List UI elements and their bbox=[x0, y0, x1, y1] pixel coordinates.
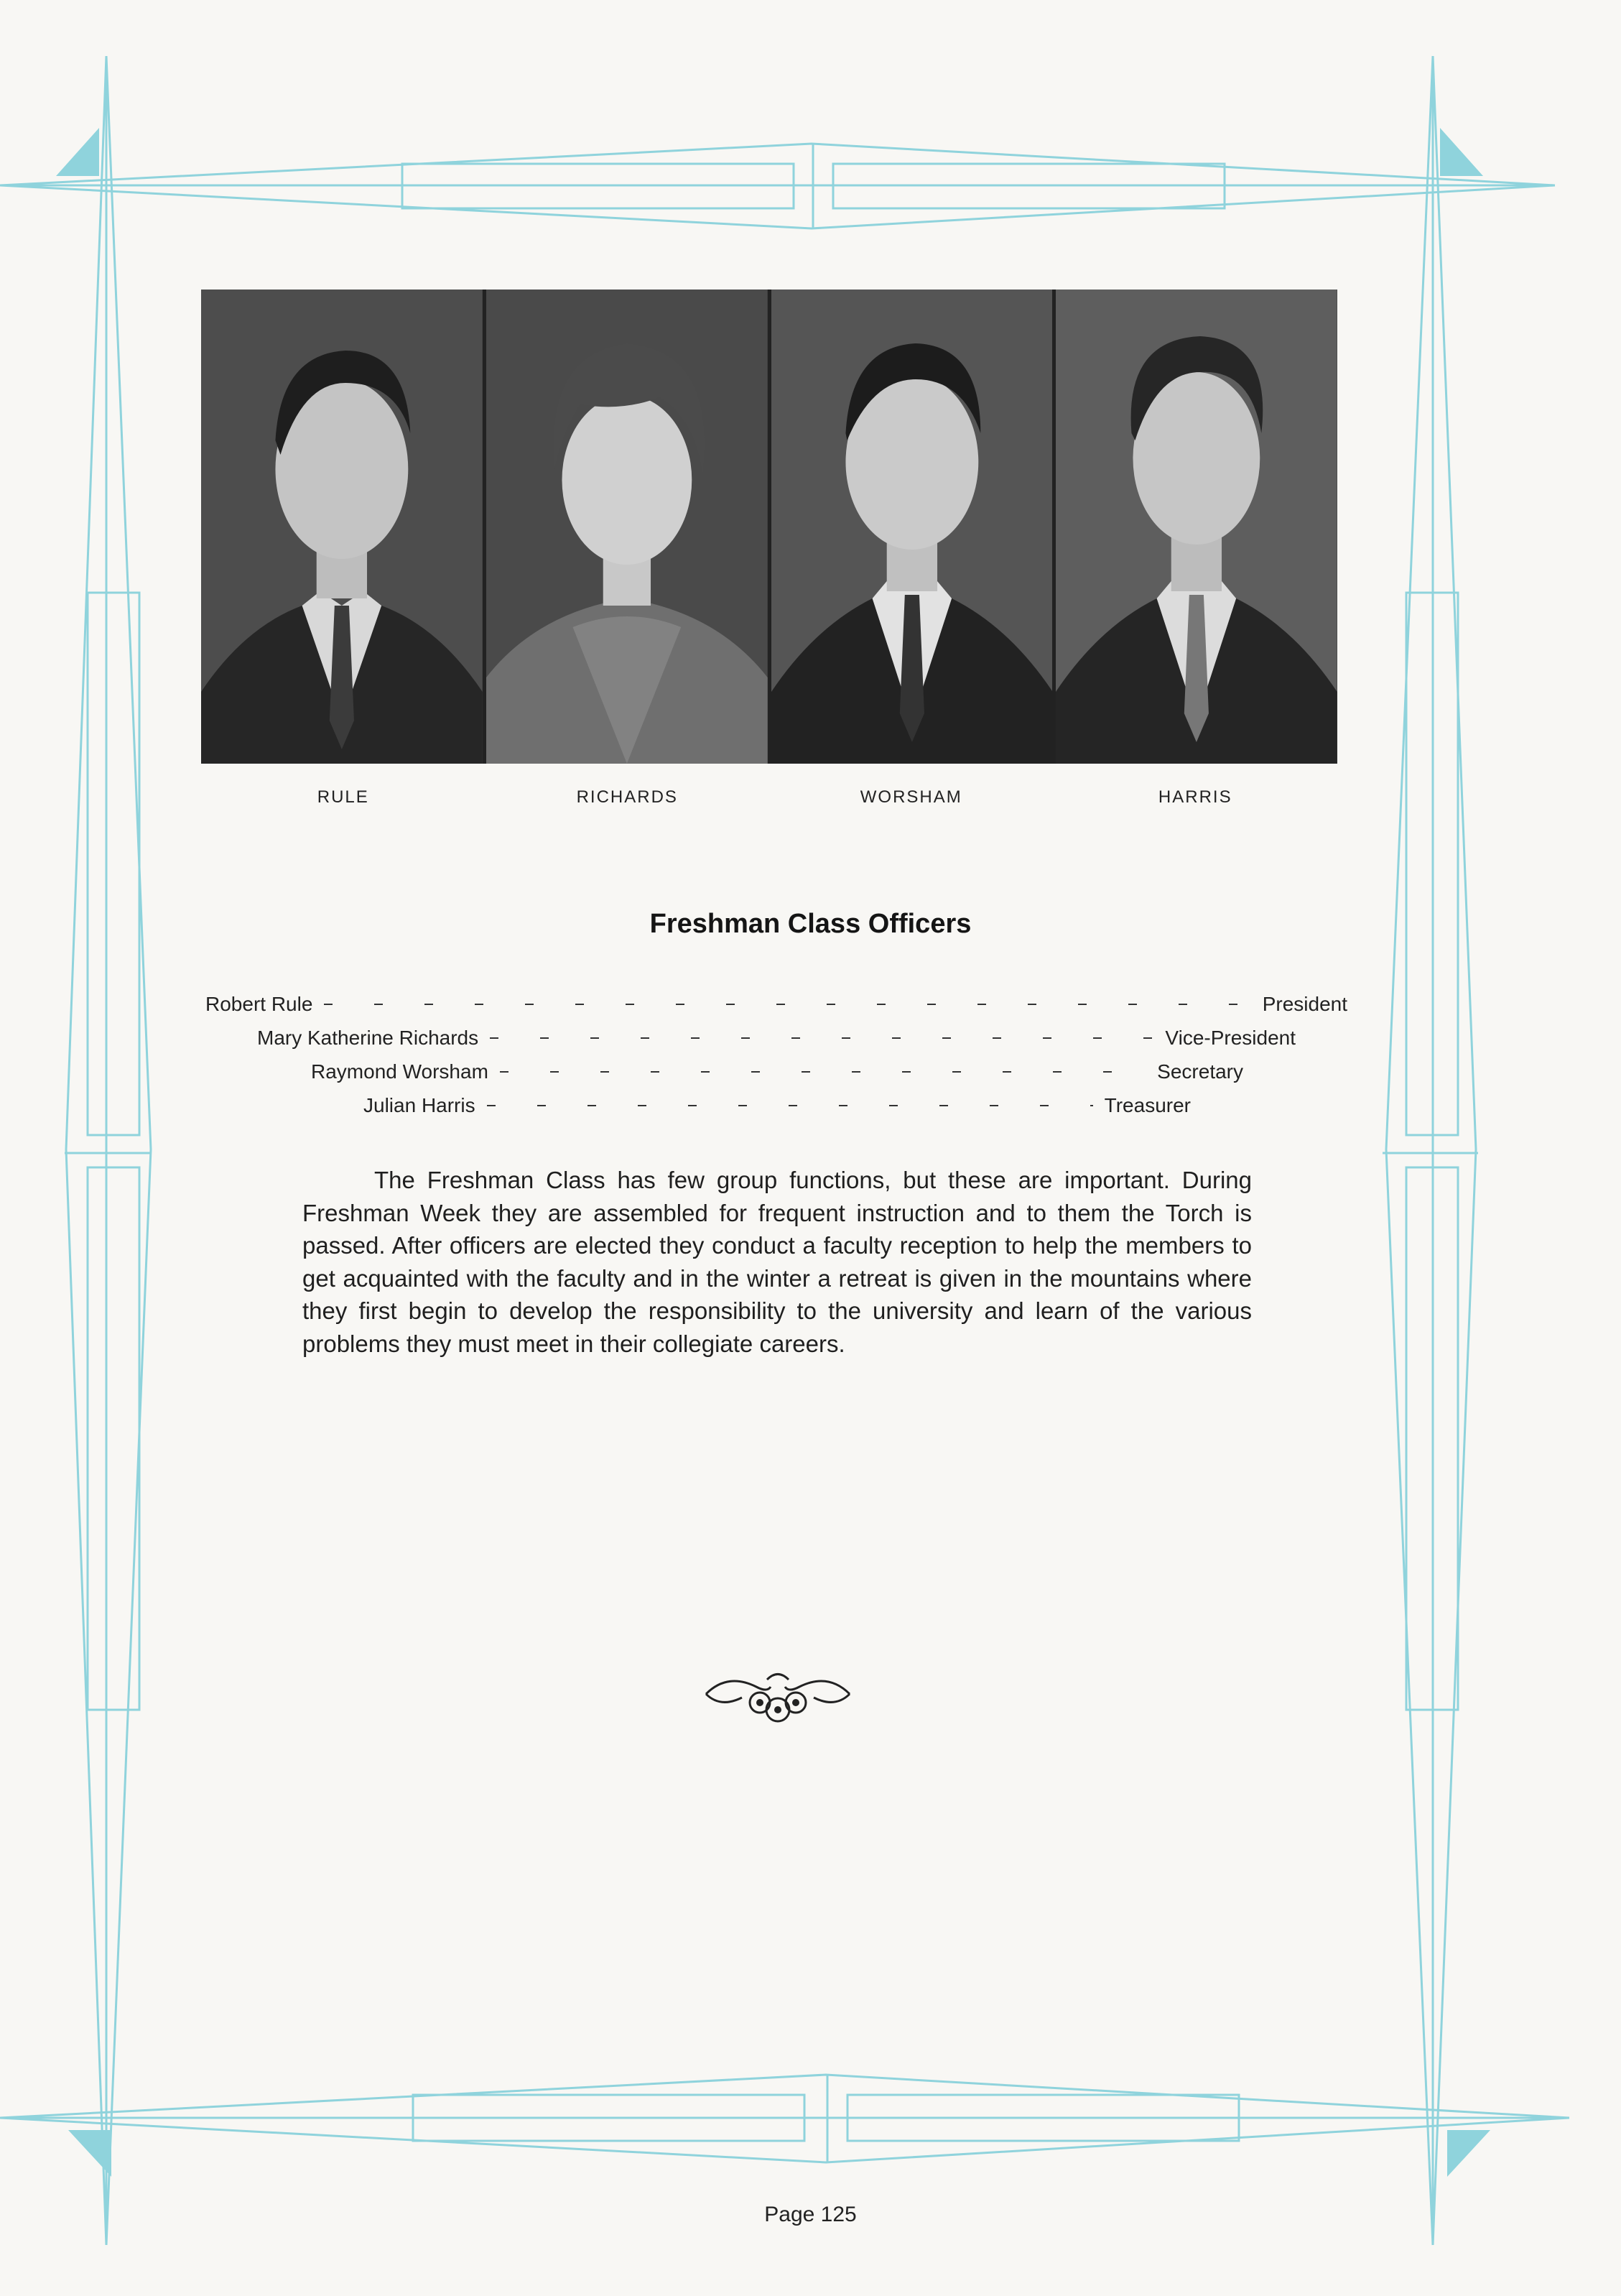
dot-leader bbox=[487, 1104, 1093, 1107]
page-title: Freshman Class Officers bbox=[649, 909, 972, 939]
officer-row-vice-president bbox=[257, 1024, 1296, 1052]
caption-harris: HARRIS bbox=[1158, 787, 1232, 807]
officer-name: Mary Katherine Richards bbox=[257, 1027, 479, 1049]
officer-role: President bbox=[1262, 993, 1347, 1015]
scroll-ornament-icon bbox=[699, 1665, 857, 1726]
portrait-richards bbox=[486, 290, 768, 764]
caption-rule: RULE bbox=[317, 787, 369, 807]
officer-row-treasurer bbox=[363, 1091, 1191, 1120]
officer-name: Julian Harris bbox=[363, 1094, 475, 1116]
officer-role: Vice-President bbox=[1165, 1027, 1296, 1049]
dot-leader bbox=[324, 1003, 1250, 1006]
description-text: The Freshman Class has few group functions, but these are important. During Freshman Week they are assembled for frequent instruction and to them the Torch is passed. After officers are elected they conduct a faculty reception to help the members to get acquainted with the faculty and in the winter a retreat is given in the mountains where they first begin to develop the responsibility to the university and learn of the various problems they must meet in their collegiate careers. bbox=[302, 1167, 1252, 1357]
officer-role: Treasurer bbox=[1104, 1094, 1191, 1116]
officer-name: Raymond Worsham bbox=[311, 1060, 488, 1083]
caption-richards: RICHARDS bbox=[576, 787, 678, 807]
portrait-worsham bbox=[771, 290, 1053, 764]
officer-name: Robert Rule bbox=[205, 993, 313, 1015]
officer-role: Secretary bbox=[1157, 1060, 1243, 1083]
caption-worsham: WORSHAM bbox=[860, 787, 962, 807]
officer-row-secretary bbox=[311, 1057, 1243, 1086]
portrait-rule bbox=[201, 290, 483, 764]
page-number: Page 125 bbox=[764, 2203, 857, 2226]
officer-portraits bbox=[201, 290, 1337, 764]
dot-leader bbox=[490, 1037, 1153, 1040]
class-description bbox=[302, 1164, 1252, 1360]
dot-leader bbox=[500, 1070, 1146, 1073]
officer-row-president bbox=[205, 990, 1347, 1019]
portrait-harris bbox=[1056, 290, 1337, 764]
portrait-captions bbox=[201, 787, 1337, 807]
